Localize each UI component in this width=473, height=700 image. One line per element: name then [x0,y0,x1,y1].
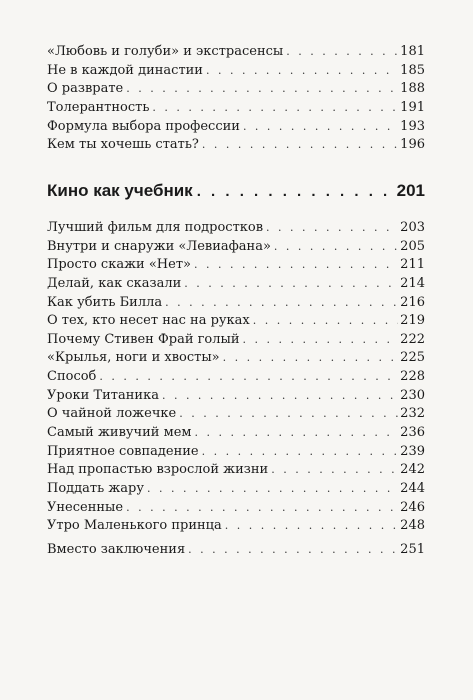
toc-entry[interactable] [47,43,425,62]
toc-top-list [47,43,425,155]
toc-entry[interactable] [47,443,425,462]
entry-page: 196 [400,137,425,153]
toc-entry[interactable] [47,256,425,275]
toc-entry[interactable] [47,136,425,155]
toc-entry[interactable] [47,331,425,350]
dot-leader [184,275,398,294]
toc-entry[interactable] [47,387,425,406]
entry-title: Толерантность [47,99,150,115]
entry-title: «Любовь и голуби» и экстрасенсы [47,44,284,59]
dot-leader [253,312,398,331]
entry-title: Приятное совпадение [47,443,199,459]
dot-leader [194,256,398,275]
toc-entry[interactable] [47,99,425,118]
dot-leader [274,238,398,257]
toc-entry[interactable] [47,238,425,257]
entry-title: О разврате [47,81,124,97]
entry-page: 228 [400,369,425,385]
dot-leader [225,517,398,536]
toc-entry[interactable] [47,424,425,443]
toc-entry[interactable] [47,541,425,560]
entry-title: «Крылья, ноги и хвосты» [47,350,220,366]
toc-entry[interactable] [47,275,425,294]
toc-entry[interactable] [47,461,425,480]
toc-bottom-list [47,541,425,560]
entry-title: Унесенные [47,499,124,515]
dot-leader [202,443,399,462]
toc-entry[interactable] [47,405,425,424]
entry-page: 225 [400,350,425,366]
entry-title: Лучший фильм для подростков [47,220,264,235]
toc-entry[interactable] [47,294,425,313]
toc-entry[interactable] [47,62,425,81]
entry-page: 181 [400,44,425,59]
entry-page: 185 [400,62,425,78]
dot-leader [152,99,398,118]
entry-title: Уроки Титаника [47,387,159,403]
entry-page: 191 [400,99,425,115]
entry-title: Делай, как сказали [47,275,182,291]
entry-title: Не в каждой династии [47,62,203,78]
entry-page: 203 [400,220,425,235]
entry-title: Над пропастью взрослой жизни [47,462,269,478]
toc-entry[interactable] [47,118,425,137]
toc-section-list [47,219,425,536]
entry-page: 242 [400,462,425,478]
dot-leader [243,118,398,137]
entry-title: О тех, кто несет нас на руках [47,313,250,329]
entry-page: 244 [400,480,425,496]
entry-title: Почему Стивен Фрай голый [47,331,240,347]
toc-entry[interactable] [47,80,425,99]
section-title: Кино как учебник [47,181,193,200]
dot-leader [126,499,398,518]
entry-title: Внутри и снаружи «Левиафана» [47,238,271,254]
entry-title: Как убить Билла [47,294,163,310]
entry-page: 222 [400,331,425,347]
section-heading[interactable] [47,181,425,201]
section-page: 201 [396,181,425,200]
dot-leader [162,387,398,406]
dot-leader [165,294,398,313]
dot-leader [206,62,398,81]
entry-page: 219 [400,313,425,329]
dot-leader [286,43,398,62]
dot-leader [99,368,398,387]
toc-entry[interactable] [47,517,425,536]
toc-entry[interactable] [47,219,425,238]
entry-title: Поддать жару [47,480,145,496]
entry-page: 193 [400,118,425,134]
dot-leader [188,541,398,560]
entry-title: Вместо заключения [47,542,186,557]
entry-title: Самый живучий мем [47,425,192,441]
entry-page: 239 [400,443,425,459]
entry-title: Формула выбора профессии [47,118,240,134]
toc-entry[interactable] [47,349,425,368]
entry-page: 230 [400,387,425,403]
entry-page: 211 [400,257,425,273]
toc-entry[interactable] [47,499,425,518]
entry-title: О чайной ложечке [47,406,177,422]
toc-entry[interactable] [47,480,425,499]
entry-title: Кем ты хочешь стать? [47,137,199,153]
toc-entry[interactable] [47,368,425,387]
dot-leader [223,349,399,368]
entry-page: 216 [400,294,425,310]
dot-leader [243,331,399,350]
dot-leader [147,480,398,499]
entry-page: 232 [400,406,425,422]
dot-leader [126,80,398,99]
entry-title: Просто скажи «Нет» [47,257,191,273]
entry-page: 251 [400,542,425,557]
dot-leader [271,461,398,480]
entry-page: 205 [400,238,425,254]
dot-leader [266,219,398,238]
dot-leader [197,183,393,200]
dot-leader [195,424,399,443]
entry-page: 188 [400,81,425,97]
dot-leader [179,405,398,424]
entry-page: 214 [400,275,425,291]
entry-page: 248 [400,518,425,534]
dot-leader [202,136,398,155]
toc-entry[interactable] [47,312,425,331]
entry-page: 246 [400,499,425,515]
entry-page: 236 [400,425,425,441]
entry-title: Утро Маленького принца [47,518,222,534]
entry-title: Способ [47,369,97,385]
